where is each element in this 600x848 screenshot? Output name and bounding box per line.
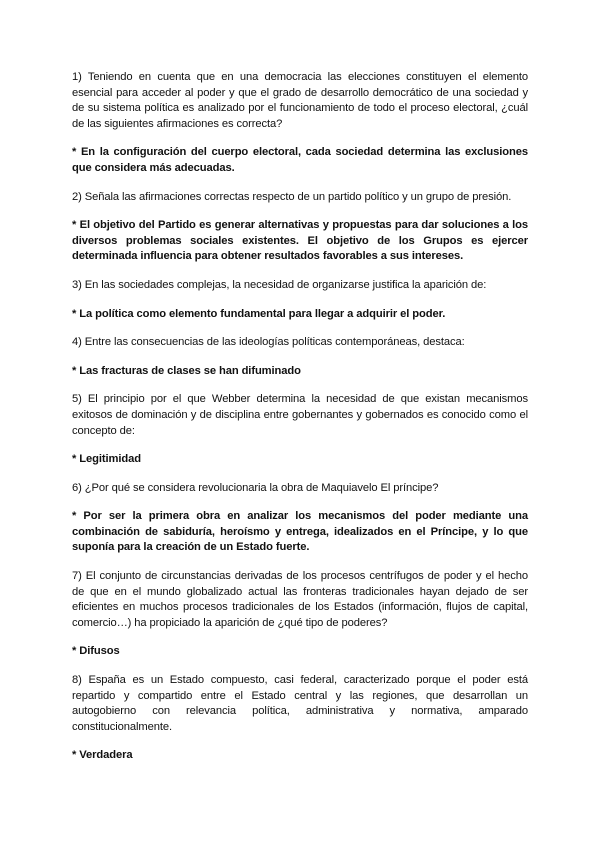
document-body <box>72 70 528 764</box>
answer-1: * En la configuración del cuerpo electoral, cada sociedad determina las exclusiones que considera más adecuadas. <box>72 146 528 174</box>
question-6: 6) ¿Por qué se considera revolucionaria la obra de Maquiavelo El príncipe? <box>72 481 439 494</box>
question-3: 3) En las sociedades complejas, la necesidad de organizarse justifica la aparición de: <box>72 278 487 291</box>
answer-7: * Difusos <box>72 645 120 658</box>
question-8: 8) España es un Estado compuesto, casi federal, caracterizado porque el poder está repartido y compartido entre el Estado central y las regiones, que desarrollan un autogobierno con relevancia política, administrativa y normativa, amparado constitucionalmente. <box>72 674 528 733</box>
question-2: 2) Señala las afirmaciones correctas respecto de un partido político y un grupo de presión. <box>72 190 512 203</box>
answer-4: * Las fracturas de clases se han difuminado <box>72 364 301 377</box>
question-4: 4) Entre las consecuencias de las ideologías políticas contemporáneas, destaca: <box>72 336 465 349</box>
answer-6: * Por ser la primera obra en analizar los mecanismos del poder mediante una combinación de sabiduría, heroísmo y entrega, idealizados en el Príncipe, y lo que suponía para la creación de un Estado fuerte. <box>72 510 528 554</box>
answer-2: * El objetivo del Partido es generar alternativas y propuestas para dar soluciones a los diversos problemas sociales existentes. El objetivo de los Grupos es ejercer determinada influencia para obtener resultados favorables a sus intereses. <box>72 219 528 263</box>
question-1: 1) Teniendo en cuenta que en una democracia las elecciones constituyen el elemento esencial para acceder al poder y que el grado de desarrollo democrático de una sociedad y de su sistema política es analizado por el funcionamiento de todo el proceso electoral, ¿cuál de las siguientes afirmaciones es correcta? <box>72 71 528 130</box>
question-5: 5) El principio por el que Webber determina la necesidad de que existan mecanismos exitosos de dominación y de disciplina entre gobernantes y gobernados es conocido como el concepto de: <box>72 393 528 437</box>
answer-3: * La política como elemento fundamental para llegar a adquirir el poder. <box>72 307 446 320</box>
answer-8: * Verdadera <box>72 749 133 762</box>
question-7: 7) El conjunto de circunstancias derivadas de los procesos centrífugos de poder y el hecho de que en el mundo globalizado actual las fronteras tradicionales hayan dejado de ser eficientes en muchos procesos tradicionales de los Estados (información, flujos de capital, comercio…) ha propiciado la aparición de ¿qué tipo de poderes? <box>72 570 528 629</box>
answer-5: * Legitimidad <box>72 453 141 466</box>
